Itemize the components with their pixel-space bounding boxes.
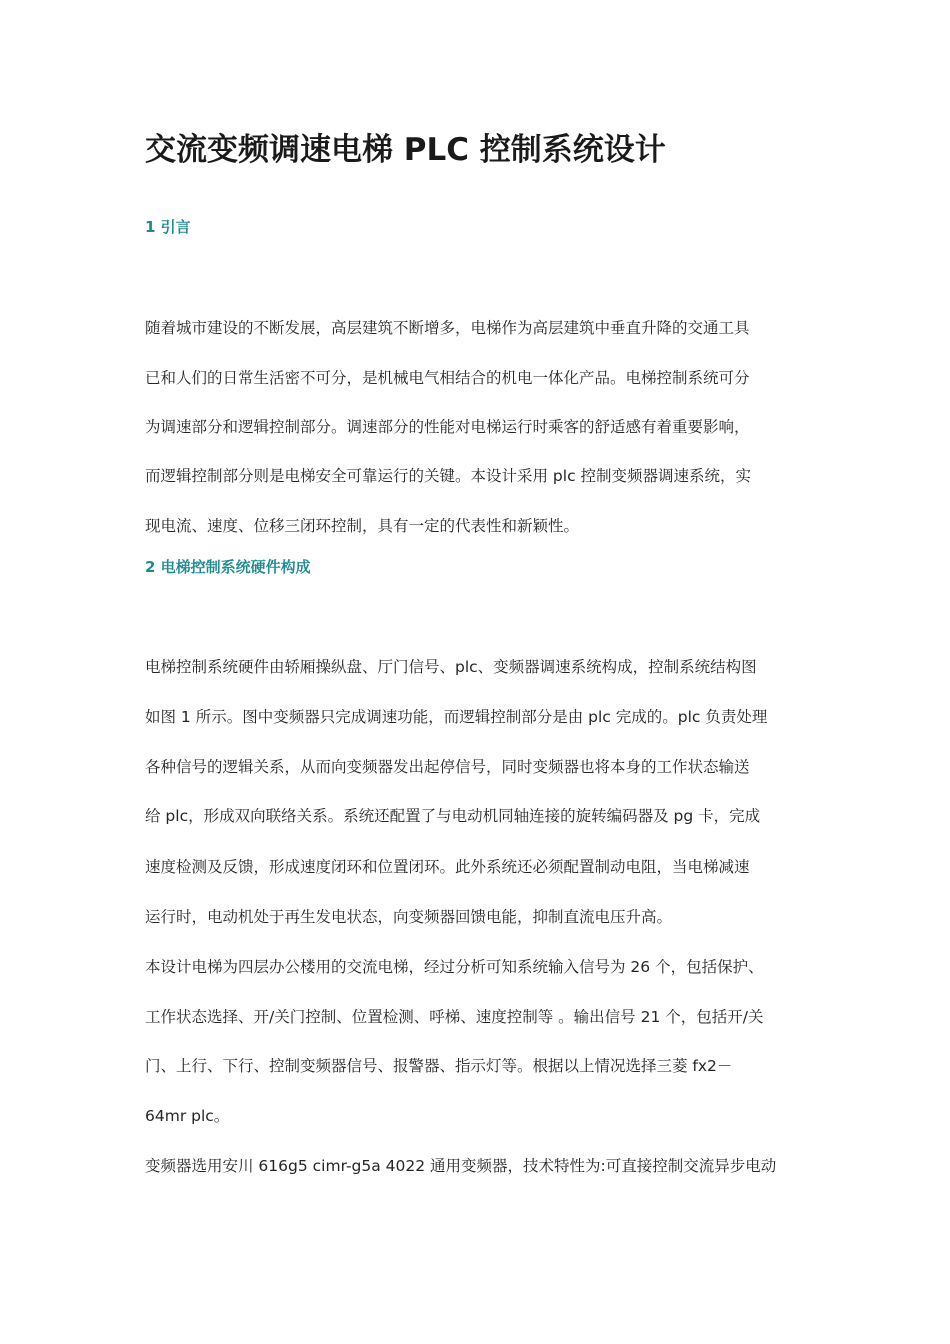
paragraph-line: 现电流、速度、位移三闭环控制，具有一定的代表性和新颖性。 (145, 517, 580, 535)
paragraph-line: 各种信号的逻辑关系，从而向变频器发出起停信号，同时变频器也将本身的工作状态输送 (145, 758, 750, 776)
paragraph-line: 本设计电梯为四层办公楼用的交流电梯，经过分析可知系统输入信号为 26 个，包括保护、 (145, 958, 764, 976)
paragraph-line: 门、上行、下行、控制变频器信号、报警器、指示灯等。根据以上情况选择三菱 fx2－ (145, 1057, 733, 1075)
paragraph-line: 电梯控制系统硬件由轿厢操纵盘、厅门信号、plc、变频器调速系统构成，控制系统结构图 (145, 658, 757, 676)
section-heading-introduction: 1 引言 (145, 218, 191, 236)
paragraph-line: 速度检测及反馈，形成速度闭环和位置闭环。此外系统还必须配置制动电阻，当电梯减速 (145, 858, 750, 876)
paragraph-line: 运行时，电动机处于再生发电状态，向变频器回馈电能，抑制直流电压升高。 (145, 908, 673, 926)
paragraph-line: 给 plc，形成双向联络关系。系统还配置了与电动机同轴连接的旋转编码器及 pg 卡，完成 (145, 807, 761, 825)
paragraph-line: 随着城市建设的不断发展，高层建筑不断增多，电梯作为高层建筑中垂直升降的交通工具 (145, 319, 750, 337)
paragraph-line: 而逻辑控制部分则是电梯安全可靠运行的关键。本设计采用 plc 控制变频器调速系统，实 (145, 467, 752, 485)
section-heading-hardware: 2 电梯控制系统硬件构成 (145, 558, 311, 576)
paragraph-line: 为调速部分和逻辑控制部分。调速部分的性能对电梯运行时乘客的舒适感有着重要影响， (145, 418, 750, 436)
paragraph-line: 如图 1 所示。图中变频器只完成调速功能，而逻辑控制部分是由 plc 完成的。plc 负责处理 (145, 708, 768, 726)
paragraph-line: 工作状态选择、开/关门控制、位置检测、呼梯、速度控制等 。输出信号 21 个，包括开/关 (145, 1008, 764, 1026)
document-title: 交流变频调速电梯 PLC 控制系统设计 (145, 132, 666, 168)
paragraph-line: 已和人们的日常生活密不可分，是机械电气相结合的机电一体化产品。电梯控制系统可分 (145, 369, 750, 387)
paragraph-line: 64mr plc。 (145, 1107, 230, 1125)
paragraph-line: 变频器选用安川 616g5 cimr-g5a 4022 通用变频器，技术特性为:可直接控制交流异步电动 (145, 1157, 777, 1175)
